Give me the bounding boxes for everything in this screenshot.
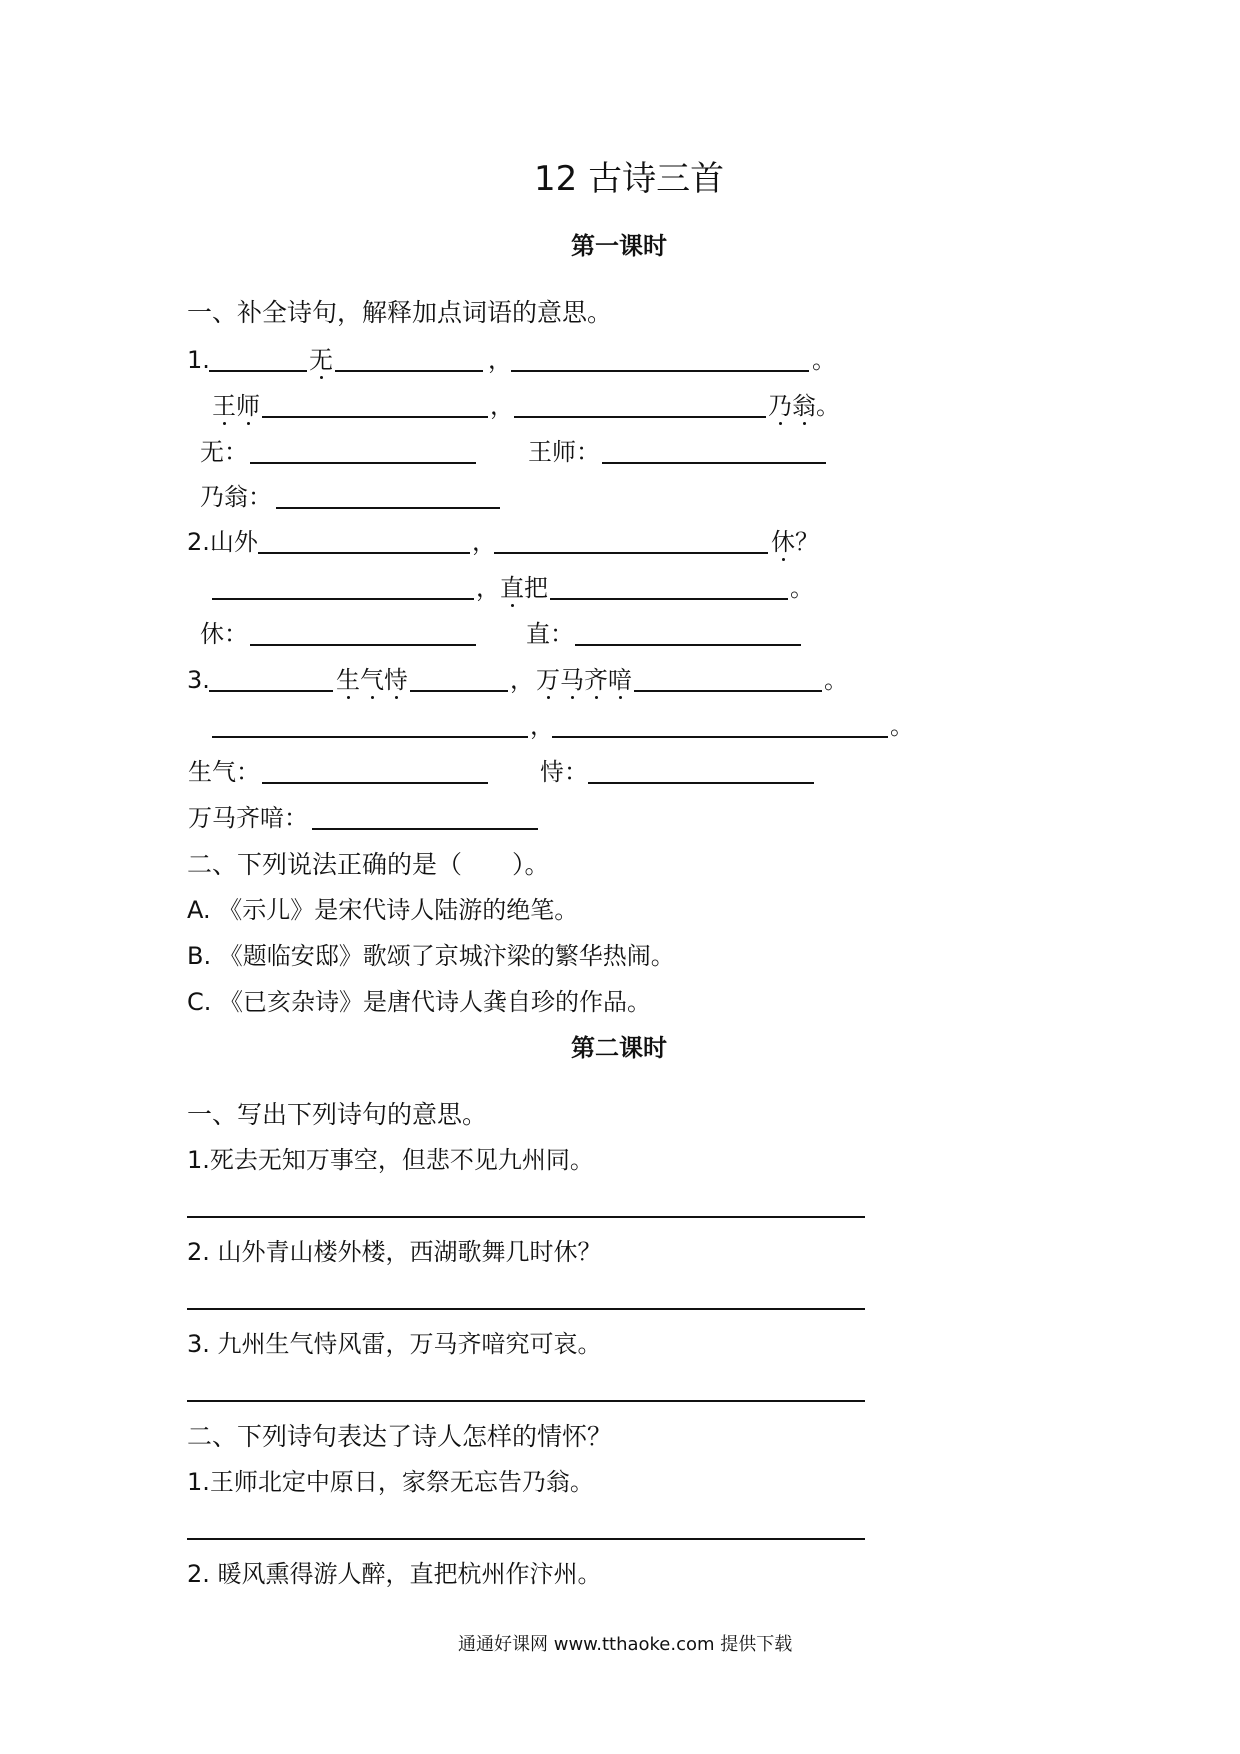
word-wanmaqiyin: 万马齐喑 (536, 666, 632, 694)
label-xiu: 休： (200, 620, 248, 648)
label-wangshi: 王师： (528, 438, 600, 466)
period: 。 (790, 574, 814, 602)
lesson2-q1-item2: 2. 山外青山楼外楼，西湖歌舞几时休？ (187, 1238, 602, 1266)
blank-3b[interactable] (410, 690, 508, 692)
answer-line[interactable] (187, 1216, 865, 1218)
label-shi: 恃： (540, 758, 588, 786)
answer-line[interactable] (187, 1308, 865, 1310)
blank-def-wanma[interactable] (312, 828, 538, 830)
label-shengqi: 生气： (188, 758, 260, 786)
answer-line[interactable] (187, 1400, 865, 1402)
blank-def-shi[interactable] (588, 782, 814, 784)
blank-2b[interactable] (494, 552, 768, 554)
blank-1b[interactable] (335, 370, 483, 372)
lesson1-heading: 第一课时 (571, 232, 667, 260)
blank-3d[interactable] (212, 736, 528, 738)
lesson2-q1-item3: 3. 九州生气恃风雷，万马齐喑究可哀。 (187, 1330, 602, 1358)
lesson2-q2-item1: 1.王师北定中原日，家祭无忘告乃翁。 (187, 1468, 594, 1496)
item1-number: 1. (187, 346, 210, 374)
lesson2-q2-title: 二、下列诗句表达了诗人怎样的情怀？ (187, 1422, 613, 1451)
blank-def-naiweng[interactable] (276, 507, 500, 509)
comma: ， (476, 574, 500, 602)
lesson2-q1-item1: 1.死去无知万事空，但悲不见九州同。 (187, 1146, 594, 1174)
blank-def-xiu[interactable] (250, 644, 476, 646)
word-naiweng: 乃翁。 (768, 392, 840, 420)
blank-2a[interactable] (258, 552, 470, 554)
blank-2c[interactable] (212, 598, 474, 600)
lesson2-heading: 第二课时 (571, 1034, 667, 1062)
label-zhi: 直： (526, 620, 574, 648)
lesson2-q2-item2: 2. 暖风熏得游人醉，直把杭州作汴州。 (187, 1560, 602, 1588)
comma: ， (510, 666, 534, 694)
label-wanma: 万马齐喑： (188, 804, 308, 832)
comma: ， (530, 712, 554, 740)
page-title: 12 古诗三首 (534, 159, 725, 199)
word-xiu: 休？ (771, 528, 819, 556)
comma: ， (472, 528, 496, 556)
option-b[interactable]: B. 《题临安邸》歌颂了京城汴梁的繁华热闹。 (187, 942, 675, 970)
answer-line[interactable] (187, 1538, 865, 1540)
item3-number: 3. (187, 666, 210, 694)
lesson1-q2-title: 二、下列说法正确的是（ ）。 (187, 850, 550, 879)
blank-def-wangshi[interactable] (602, 462, 826, 464)
footer-credit: 通通好课网 www.tthaoke.com 提供下载 (458, 1634, 793, 1655)
option-a[interactable]: A. 《示儿》是宋代诗人陆游的绝笔。 (187, 896, 579, 924)
word-shengqishi: 生气恃 (336, 666, 408, 694)
blank-1a[interactable] (209, 370, 307, 372)
blank-def-wu[interactable] (250, 462, 476, 464)
period: 。 (812, 346, 836, 374)
option-c[interactable]: C. 《已亥杂诗》是唐代诗人龚自珍的作品。 (187, 988, 652, 1016)
blank-3a[interactable] (209, 690, 333, 692)
lesson2-q1-title: 一、写出下列诗句的意思。 (187, 1100, 488, 1129)
blank-1d[interactable] (262, 416, 488, 418)
item2-number: 2.山外 (187, 528, 258, 556)
blank-1e[interactable] (514, 416, 766, 418)
label-naiweng: 乃翁： (200, 483, 272, 511)
comma: ， (488, 346, 512, 374)
blank-1c[interactable] (511, 370, 809, 372)
lesson1-q1-title: 一、补全诗句，解释加点词语的意思。 (187, 298, 613, 327)
label-wu: 无： (200, 438, 248, 466)
blank-def-shengqi[interactable] (262, 782, 488, 784)
blank-2d[interactable] (550, 598, 788, 600)
comma: ， (490, 392, 514, 420)
period: 。 (824, 666, 848, 694)
blank-3c[interactable] (634, 690, 822, 692)
word-wu: 无 (309, 346, 333, 374)
word-wangshi: 王师 (212, 392, 260, 420)
period: 。 (890, 712, 914, 740)
blank-def-zhi[interactable] (575, 644, 801, 646)
word-zhiba: 直把 (500, 574, 548, 602)
blank-3e[interactable] (552, 736, 888, 738)
